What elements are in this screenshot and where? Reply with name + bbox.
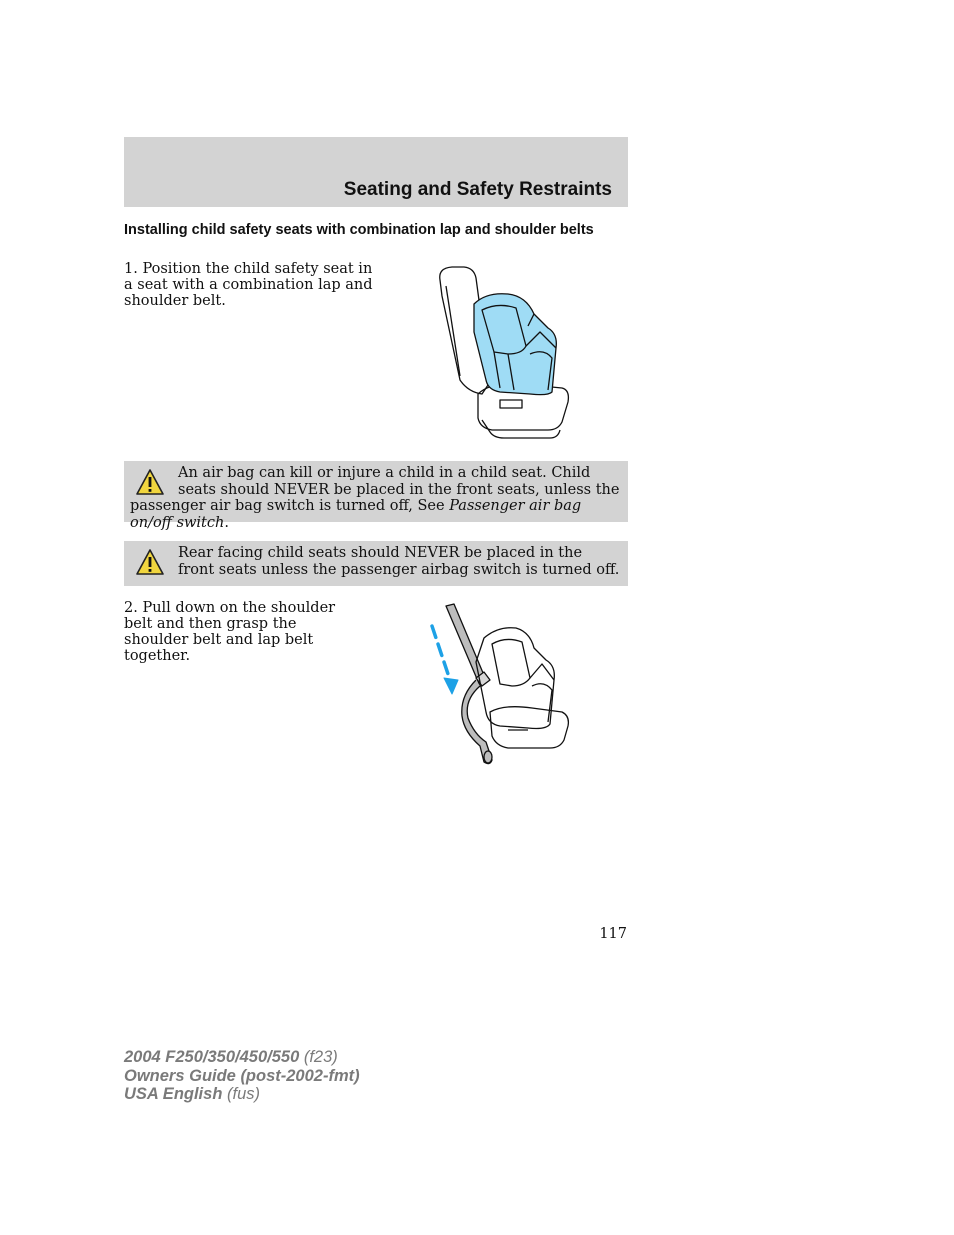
step-1-text: 1. Position the child safety seat in a seat with a combination lap and shoulder belt. (124, 261, 373, 309)
child-seat-illustration (430, 262, 580, 444)
page-number: 117 (599, 926, 627, 942)
warning-triangle-icon (135, 468, 165, 496)
document-footer: 2004 F250/350/450/550 (f23) Owners Guide (post-2002-fmt) USA English (fus) (124, 1048, 360, 1103)
section-heading: Installing child safety seats with combination lap and shoulder belts (124, 222, 594, 238)
warning-triangle-icon (135, 548, 165, 576)
warning-text: Rear facing child seats should NEVER be placed in the front seats unless the passenger airbag switch is turned off. (178, 545, 620, 578)
section-header-bar (124, 137, 628, 207)
passenger-air-bag-switch-reference: Passenger air bag on/off switch (130, 498, 582, 531)
warning-panel (124, 541, 628, 586)
warning-panel (124, 461, 628, 531)
page-title: Seating and Safety Restraints (343, 179, 612, 200)
step-2-text: 2. Pull down on the shoulder belt and then grasp the shoulder belt and lap belt together. (124, 600, 336, 664)
shoulder-belt-illustration (424, 600, 580, 768)
warning-text: An air bag can kill or injure a child in a child seat. Child seats should NEVER be placed in the front seats, unless the passenger air bag switch is turned off, See Passenger air bag on/off switch. (130, 465, 620, 531)
